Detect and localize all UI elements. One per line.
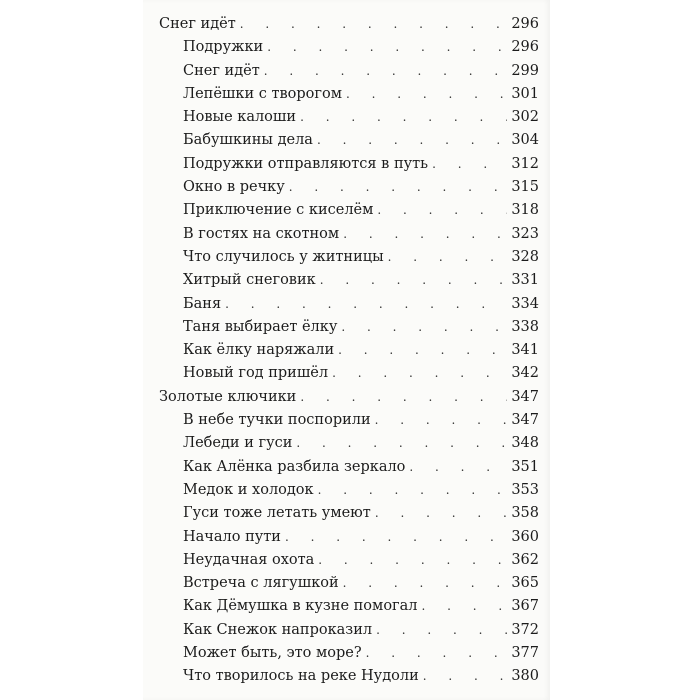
toc-entry: [159, 269, 539, 292]
dot-leader: [409, 456, 507, 479]
toc-entry: [159, 176, 539, 199]
toc-entry: [159, 36, 539, 59]
toc-entry: [159, 129, 539, 152]
toc-entry-page-number: 358: [511, 505, 539, 522]
book-page: [143, 0, 550, 700]
toc-entry: [159, 362, 539, 385]
dot-leader: [318, 549, 507, 572]
toc-entry-page-number: 328: [511, 248, 539, 265]
dot-leader: [432, 153, 507, 176]
toc-entry-page-number: 318: [511, 202, 539, 219]
toc-entry: [159, 595, 539, 618]
toc-entry: [159, 409, 539, 432]
toc-entry-title: В гостях на скотном: [183, 225, 340, 242]
dot-leader: [289, 176, 508, 199]
table-of-contents: [159, 13, 539, 689]
toc-entry-page-number: 312: [511, 155, 539, 172]
toc-entry-page-number: 299: [511, 62, 539, 79]
toc-entry-page-number: 296: [511, 39, 539, 56]
toc-entry-page-number: 348: [511, 435, 539, 452]
toc-entry: [159, 246, 539, 269]
toc-entry-title: Гуси тоже летать умеют: [183, 505, 371, 522]
toc-entry-page-number: 365: [511, 575, 539, 592]
dot-leader: [423, 665, 508, 688]
toc-entry-page-number: 360: [511, 528, 539, 545]
toc-entry: [159, 642, 539, 665]
toc-entry-title: Подружки отправляются в путь: [183, 155, 429, 172]
toc-section: [159, 13, 539, 36]
toc-entry-title: Как Дёмушка в кузне помогал: [183, 598, 418, 615]
toc-entry: [159, 60, 539, 83]
toc-entry-page-number: 315: [511, 179, 539, 196]
toc-entry-title: Баня: [183, 295, 222, 312]
dot-leader: [341, 316, 507, 339]
toc-entry: [159, 526, 539, 549]
toc-entry: [159, 619, 539, 642]
toc-entry-page-number: 353: [511, 481, 539, 498]
dot-leader: [300, 106, 507, 129]
toc-entry-title: Что случилось у житницы: [183, 248, 384, 265]
toc-entry: [159, 339, 539, 362]
dot-leader: [343, 572, 508, 595]
toc-entry-title: Окно в речку: [183, 179, 285, 196]
dot-leader: [375, 502, 507, 525]
toc-entry-title: Начало пути: [183, 528, 281, 545]
toc-entry-page-number: 304: [511, 132, 539, 149]
dot-leader: [346, 83, 507, 106]
toc-entry: [159, 665, 539, 688]
dot-leader: [318, 479, 508, 502]
toc-entry-title: Новые калоши: [183, 109, 297, 126]
toc-entry-title: Лепёшки с творогом: [183, 85, 343, 102]
toc-entry-title: Таня выбирает ёлку: [183, 318, 338, 335]
toc-entry: [159, 572, 539, 595]
toc-entry-page-number: 338: [511, 318, 539, 335]
toc-entry: [159, 199, 539, 222]
toc-entry-title: Неудачная охота: [183, 551, 315, 568]
toc-section: [159, 386, 539, 409]
toc-entry-title: Подружки: [183, 39, 264, 56]
toc-entry-page-number: 347: [511, 412, 539, 429]
dot-leader: [296, 432, 507, 455]
toc-entry-title: Лебеди и гуси: [183, 435, 293, 452]
toc-entry-page-number: 351: [511, 458, 539, 475]
toc-entry-page-number: 367: [511, 598, 539, 615]
dot-leader: [317, 129, 507, 152]
dot-leader: [377, 199, 507, 222]
toc-entry-title: Как Снежок напроказил: [183, 621, 373, 638]
dot-leader: [285, 526, 507, 549]
toc-entry-title: Как Алёнка разбила зеркало: [183, 458, 406, 475]
toc-entry-title: Новый год пришёл: [183, 365, 329, 382]
dot-leader: [225, 293, 507, 316]
toc-entry: [159, 316, 539, 339]
toc-entry-page-number: 362: [511, 551, 539, 568]
toc-entry-page-number: 372: [511, 621, 539, 638]
toc-entry-page-number: 341: [511, 342, 539, 359]
toc-entry-title: Как ёлку наряжали: [183, 342, 335, 359]
dot-leader: [388, 246, 508, 269]
dot-leader: [267, 36, 507, 59]
dot-leader: [320, 269, 508, 292]
toc-entry-page-number: 380: [511, 668, 539, 685]
toc-entry-title: Бабушкины дела: [183, 132, 313, 149]
toc-entry-page-number: 302: [511, 109, 539, 126]
dot-leader: [332, 362, 507, 385]
toc-entry: [159, 293, 539, 316]
toc-entry: [159, 432, 539, 455]
toc-entry: [159, 479, 539, 502]
toc-entry-title: Медок и холодок: [183, 481, 314, 498]
toc-entry-title: Может быть, это море?: [183, 645, 362, 662]
dot-leader: [264, 60, 508, 83]
toc-entry-page-number: 296: [511, 16, 539, 32]
toc-entry: [159, 502, 539, 525]
toc-entry-title: Что творилось на реке Нудоли: [183, 668, 419, 685]
toc-entry-page-number: 334: [511, 295, 539, 312]
dot-leader: [300, 386, 507, 409]
toc-entry-page-number: 347: [511, 388, 539, 405]
toc-entry: [159, 153, 539, 176]
dot-leader: [338, 339, 507, 362]
toc-entry-title: Встреча с лягушкой: [183, 575, 339, 592]
toc-entry-page-number: 342: [511, 365, 539, 382]
toc-entry-title: Хитрый снеговик: [183, 272, 316, 289]
toc-entry: [159, 223, 539, 246]
toc-entry-page-number: 377: [511, 645, 539, 662]
toc-entry-page-number: 323: [511, 225, 539, 242]
toc-entry-title: Приключение с киселём: [183, 202, 374, 219]
toc-entry-title: Снег идёт: [159, 16, 236, 32]
dot-leader: [375, 409, 508, 432]
dot-leader: [422, 595, 508, 618]
toc-entry: [159, 83, 539, 106]
dot-leader: [343, 223, 507, 246]
toc-entry-page-number: 331: [511, 272, 539, 289]
toc-entry-title: Снег идёт: [183, 62, 260, 79]
dot-leader: [240, 13, 508, 36]
toc-entry: [159, 106, 539, 129]
dot-leader: [376, 619, 507, 642]
toc-entry: [159, 549, 539, 572]
toc-entry-title: В небе тучки поспорили: [183, 412, 371, 429]
toc-entry: [159, 456, 539, 479]
dot-leader: [366, 642, 508, 665]
toc-entry-page-number: 301: [511, 85, 539, 102]
toc-entry-title: Золотые ключики: [159, 388, 297, 405]
